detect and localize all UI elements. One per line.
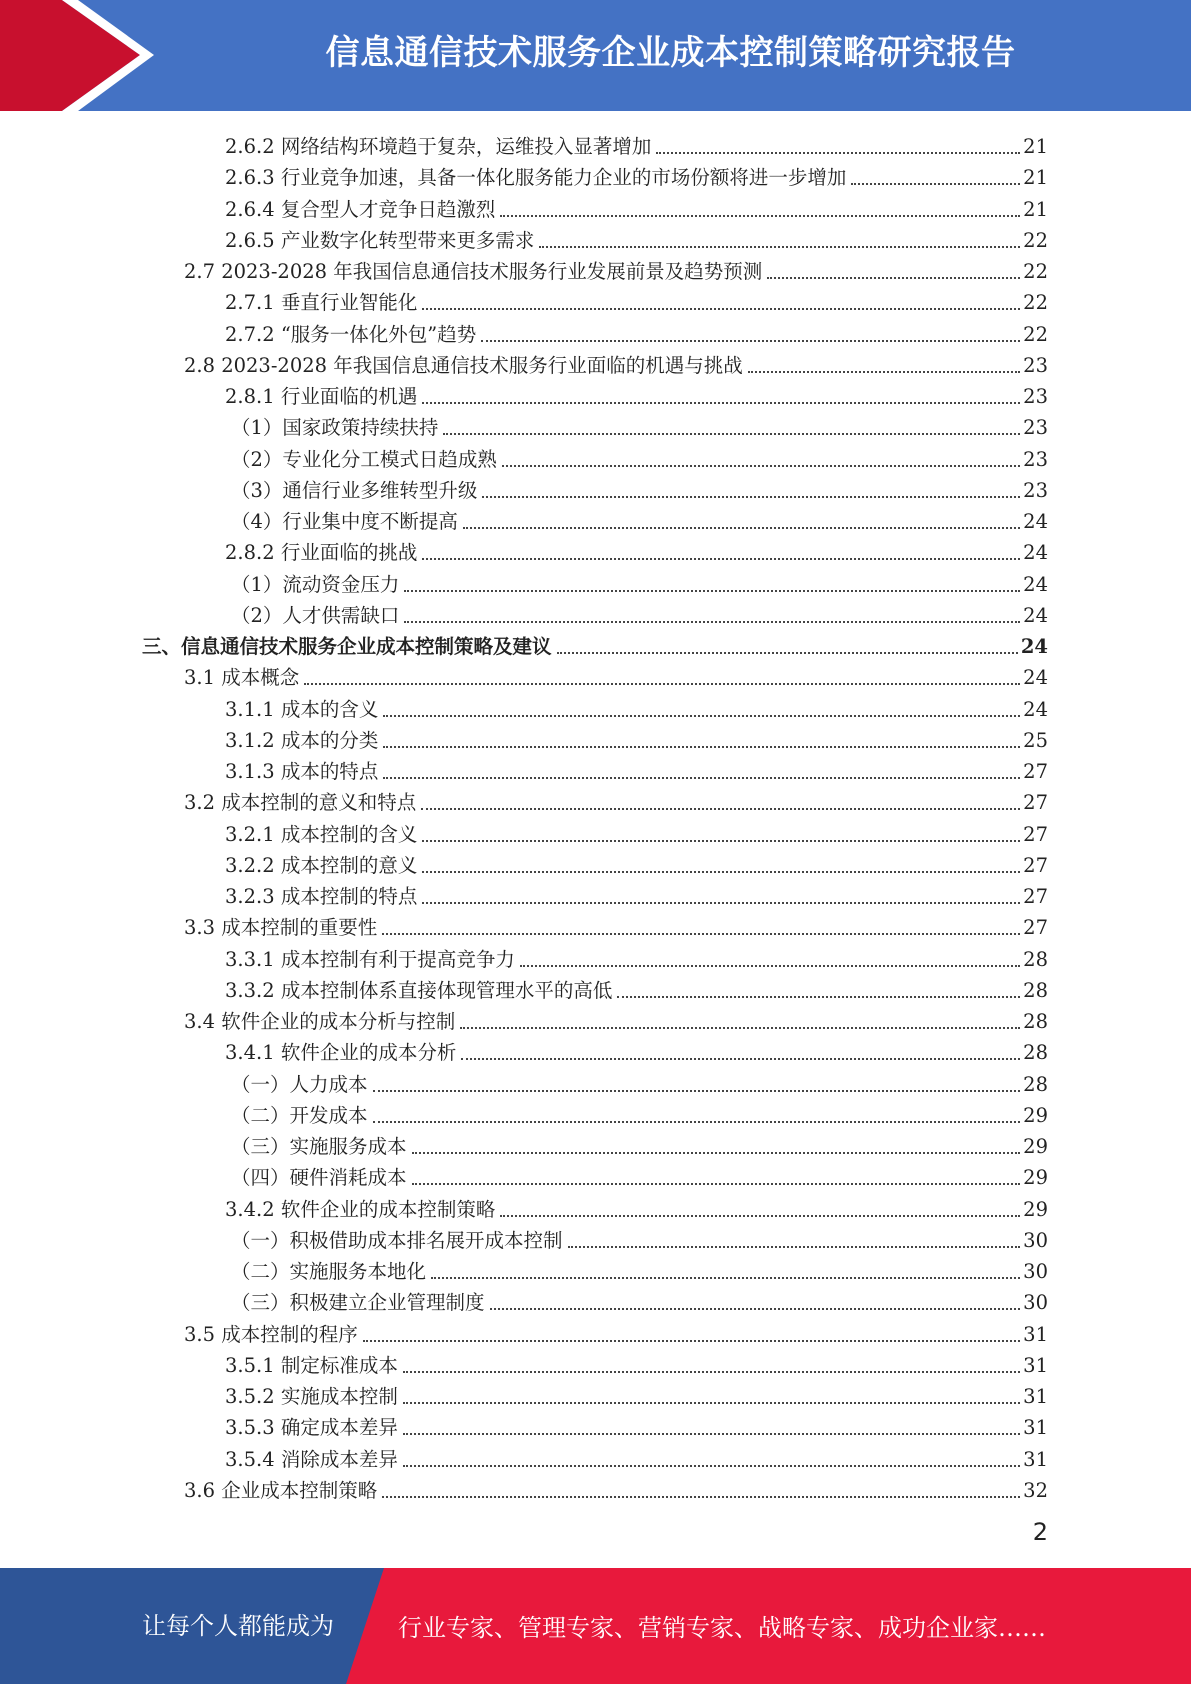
- toc-entry[interactable]: [184, 253, 1048, 284]
- toc-dot-leader: [482, 496, 1020, 498]
- toc-dot-leader: [851, 183, 1020, 185]
- toc-entry-page: 21: [1023, 166, 1048, 190]
- toc-dot-leader: [481, 340, 1020, 342]
- toc-entry-page: 27: [1023, 760, 1048, 783]
- toc-entry-page: 28: [1023, 1010, 1048, 1033]
- toc-dot-leader: [383, 715, 1020, 717]
- toc-entry-page: 28: [1023, 1072, 1048, 1096]
- toc-entry-page: 29: [1023, 1103, 1048, 1127]
- toc-entry-page: 28: [1023, 1041, 1048, 1065]
- toc-entry-page: 24: [1023, 510, 1048, 533]
- toc-entry-label: 3.2 成本控制的意义和特点: [184, 791, 417, 815]
- toc-entry[interactable]: [231, 1159, 1048, 1190]
- toc-dot-leader: [412, 1152, 1021, 1154]
- toc-entry-label: （三）实施服务成本: [231, 1135, 407, 1158]
- toc-entry-label: 2.7.2 “服务一体化外包”趋势: [225, 322, 477, 346]
- footer-slogan-left: 让每个人都能成为: [142, 1612, 334, 1640]
- toc-dot-leader: [461, 1058, 1020, 1060]
- toc-entry-page: 24: [1023, 541, 1048, 565]
- toc-dot-leader: [422, 558, 1020, 560]
- toc-dot-leader: [557, 652, 1018, 654]
- toc-dot-leader: [412, 1183, 1021, 1185]
- toc-entry-page: 29: [1023, 1166, 1048, 1190]
- toc-dot-leader: [520, 965, 1020, 967]
- toc-entry-page: 22: [1023, 291, 1048, 315]
- toc-entry-label: 3.2.1 成本控制的含义: [225, 822, 418, 846]
- toc-entry[interactable]: [231, 1097, 1048, 1128]
- toc-dot-leader: [382, 1496, 1020, 1498]
- toc-entry-label: （4）行业集中度不断提高: [231, 510, 458, 533]
- toc-entry-label: 3.4 软件企业的成本分析与控制: [184, 1010, 456, 1033]
- toc-entry[interactable]: [184, 784, 1048, 815]
- toc-entry[interactable]: [225, 1409, 1048, 1440]
- toc-entry-label: 3.4.1 软件企业的成本分析: [225, 1041, 457, 1065]
- toc-dot-leader: [421, 808, 1020, 810]
- footer-slogan-right: 行业专家、管理专家、营销专家、战略专家、成功企业家……: [398, 1614, 1046, 1642]
- toc-entry[interactable]: [231, 472, 1048, 503]
- toc-entry[interactable]: [225, 159, 1048, 190]
- toc-entry-label: （1）流动资金压力: [231, 572, 400, 596]
- toc-entry-label: （三）积极建立企业管理制度: [231, 1291, 485, 1315]
- toc-entry-label: 2.8.2 行业面临的挑战: [225, 541, 418, 565]
- toc-entry-page: 27: [1023, 791, 1048, 815]
- toc-entry-label: （二）实施服务本地化: [231, 1260, 427, 1283]
- toc-entry-label: 3.1.1 成本的含义: [225, 697, 379, 721]
- toc-entry-label: 三、信息通信技术服务企业成本控制策略及建议: [142, 635, 552, 658]
- toc-entry[interactable]: [225, 1034, 1048, 1065]
- toc-dot-leader: [383, 746, 1020, 748]
- toc-entry[interactable]: [225, 972, 1048, 1003]
- toc-dot-leader: [304, 683, 1020, 685]
- toc-dot-leader: [383, 777, 1020, 779]
- toc-dot-leader: [373, 1090, 1021, 1092]
- toc-entry-label: 2.8.1 行业面临的机遇: [225, 385, 418, 408]
- page-header: [0, 0, 1191, 111]
- toc-entry[interactable]: [231, 1128, 1048, 1159]
- toc-entry[interactable]: [184, 1472, 1048, 1503]
- toc-entry-label: 3.5.1 制定标准成本: [225, 1353, 398, 1377]
- toc-entry-label: （二）开发成本: [231, 1103, 368, 1127]
- toc-entry[interactable]: [225, 1378, 1048, 1409]
- page-number: 2: [1032, 1518, 1048, 1546]
- toc-entry-label: 3.6 企业成本控制策略: [184, 1478, 378, 1502]
- toc-entry-page: 23: [1023, 447, 1048, 471]
- toc-entry-label: 3.5.4 消除成本差异: [225, 1447, 398, 1471]
- toc-dot-leader: [460, 1027, 1020, 1029]
- toc-entry-label: 3.3.1 成本控制有利于提高竞争力: [225, 947, 515, 971]
- toc-entry[interactable]: [225, 1191, 1048, 1222]
- toc-entry[interactable]: [184, 1003, 1048, 1034]
- toc-dot-leader: [431, 1277, 1020, 1279]
- toc-entry-label: 3.3 成本控制的重要性: [184, 916, 378, 940]
- toc-entry[interactable]: [225, 941, 1048, 972]
- toc-entry-label: 2.6.5 产业数字化转型带来更多需求: [225, 228, 535, 252]
- toc-entry-label: 3.1.3 成本的特点: [225, 760, 379, 783]
- toc-entry-page: 31: [1023, 1322, 1048, 1346]
- toc-entry-page: 21: [1023, 135, 1048, 158]
- toc-entry-label: 2.6.4 复合型人才竞争日趋激烈: [225, 197, 496, 221]
- toc-entry-page: 30: [1023, 1291, 1048, 1315]
- toc-entry-page: 22: [1023, 322, 1048, 346]
- toc-entry[interactable]: [225, 191, 1048, 222]
- toc-entry[interactable]: [225, 284, 1048, 315]
- toc-entry-page: 31: [1023, 1416, 1048, 1440]
- toc-entry[interactable]: [231, 1066, 1048, 1097]
- toc-entry-page: 24: [1023, 666, 1048, 690]
- toc-entry-label: （四）硬件消耗成本: [231, 1166, 407, 1190]
- toc-entry[interactable]: [231, 566, 1048, 597]
- toc-entry-label: （3）通信行业多维转型升级: [231, 478, 478, 502]
- toc-dot-leader: [490, 1308, 1021, 1310]
- toc-entry[interactable]: [231, 1253, 1048, 1284]
- toc-entry-page: 24: [1023, 572, 1048, 596]
- toc-entry-label: （一）人力成本: [231, 1072, 368, 1096]
- toc-entry-page: 28: [1023, 978, 1048, 1002]
- toc-entry-page: 24: [1020, 635, 1048, 658]
- toc-entry-page: 25: [1023, 728, 1048, 752]
- toc-dot-leader: [403, 1465, 1020, 1467]
- toc-entry-label: 2.6.3 行业竞争加速，具备一体化服务能力企业的市场份额将进一步增加: [225, 166, 847, 190]
- toc-dot-leader: [373, 1121, 1021, 1123]
- toc-entry[interactable]: [231, 1284, 1048, 1315]
- toc-dot-leader: [382, 933, 1020, 935]
- toc-entry-label: 3.1.2 成本的分类: [225, 728, 379, 752]
- toc-dot-leader: [443, 433, 1020, 435]
- toc-dot-leader: [403, 1433, 1020, 1435]
- toc-entry[interactable]: [184, 1316, 1048, 1347]
- toc-dot-leader: [422, 308, 1020, 310]
- toc-dot-leader: [617, 996, 1020, 998]
- toc-dot-leader: [403, 1402, 1020, 1404]
- toc-entry[interactable]: [184, 347, 1048, 378]
- toc-entry-page: 31: [1023, 1385, 1048, 1408]
- toc-entry-label: 3.5.2 实施成本控制: [225, 1385, 398, 1408]
- toc-entry-label: （一）积极借助成本排名展开成本控制: [231, 1228, 563, 1252]
- toc-entry-label: 3.5 成本控制的程序: [184, 1322, 358, 1346]
- toc-entry[interactable]: [231, 1222, 1048, 1253]
- toc-entry-label: 3.2.2 成本控制的意义: [225, 853, 418, 877]
- toc-entry-label: （2）专业化分工模式日趋成熟: [231, 447, 497, 471]
- toc-dot-leader: [500, 1215, 1020, 1217]
- toc-entry-label: 3.4.2 软件企业的成本控制策略: [225, 1197, 496, 1221]
- toc-entry-page: 23: [1023, 478, 1048, 502]
- toc-dot-leader: [748, 371, 1020, 373]
- toc-dot-leader: [404, 590, 1020, 592]
- toc-entry[interactable]: [225, 1347, 1048, 1378]
- toc-entry-page: 23: [1023, 416, 1048, 440]
- toc-dot-leader: [539, 246, 1020, 248]
- toc-dot-leader: [422, 871, 1020, 873]
- toc-dot-leader: [363, 1340, 1020, 1342]
- toc-entry-label: 2.7 2023-2028 年我国信息通信技术服务行业发展前景及趋势预测: [184, 260, 763, 283]
- toc-entry-page: 32: [1023, 1478, 1048, 1502]
- toc-entry[interactable]: [225, 128, 1048, 159]
- toc-dot-leader: [767, 277, 1020, 279]
- toc-entry-label: 3.1 成本概念: [184, 666, 300, 690]
- toc-entry[interactable]: [225, 222, 1048, 253]
- toc-entry[interactable]: [225, 691, 1048, 722]
- toc-dot-leader: [422, 402, 1020, 404]
- toc-entry-page: 27: [1023, 853, 1048, 877]
- toc-dot-leader: [656, 152, 1020, 154]
- toc-dot-leader: [568, 1246, 1021, 1248]
- toc-entry[interactable]: [231, 441, 1048, 472]
- toc-dot-leader: [404, 621, 1020, 623]
- toc-entry-label: （1）国家政策持续扶持: [231, 416, 439, 440]
- toc-entry[interactable]: [225, 847, 1048, 878]
- toc-entry[interactable]: [231, 409, 1048, 440]
- toc-entry[interactable]: [184, 659, 1048, 690]
- toc-entry-page: 29: [1023, 1135, 1048, 1158]
- toc-entry-page: 27: [1023, 916, 1048, 940]
- toc-entry-page: 21: [1023, 197, 1048, 221]
- toc-entry-label: 3.5.3 确定成本差异: [225, 1416, 398, 1440]
- toc-entry-label: 2.8 2023-2028 年我国信息通信技术服务行业面临的机遇与挑战: [184, 353, 743, 377]
- toc-entry[interactable]: [225, 1441, 1048, 1472]
- toc-entry[interactable]: [225, 722, 1048, 753]
- toc-entry-page: 24: [1023, 603, 1048, 627]
- toc-entry-page: 31: [1023, 1447, 1048, 1471]
- toc-dot-leader: [403, 1371, 1020, 1373]
- toc-entry-page: 22: [1023, 228, 1048, 252]
- toc-entry[interactable]: [225, 378, 1048, 409]
- page-footer: [0, 1568, 1191, 1684]
- toc-entry[interactable]: [225, 816, 1048, 847]
- toc-entry-page: 28: [1023, 947, 1048, 971]
- toc-entry-page: 30: [1023, 1228, 1048, 1252]
- toc-entry-page: 22: [1023, 260, 1048, 283]
- toc-entry[interactable]: [231, 597, 1048, 628]
- toc-entry-label: 3.3.2 成本控制体系直接体现管理水平的高低: [225, 978, 613, 1002]
- toc-entry-page: 23: [1023, 353, 1048, 377]
- toc-entry-page: 30: [1023, 1260, 1048, 1283]
- toc-entry[interactable]: [184, 909, 1048, 940]
- toc-dot-leader: [422, 902, 1020, 904]
- toc-dot-leader: [463, 527, 1020, 529]
- toc-entry[interactable]: [231, 503, 1048, 534]
- toc-entry-label: 3.2.3 成本控制的特点: [225, 885, 418, 908]
- toc-entry-label: 2.6.2 网络结构环境趋于复杂，运维投入显著增加: [225, 135, 652, 158]
- toc-entry-page: 23: [1023, 385, 1048, 408]
- toc-dot-leader: [500, 215, 1020, 217]
- toc-entry-page: 29: [1023, 1197, 1048, 1221]
- report-title: 信息通信技术服务企业成本控制策略研究报告: [325, 33, 1016, 73]
- toc-entry[interactable]: [225, 534, 1048, 565]
- toc-entry-page: 27: [1023, 885, 1048, 908]
- toc-entry[interactable]: [225, 753, 1048, 784]
- toc-entry[interactable]: [225, 316, 1048, 347]
- toc-entry-page: 27: [1023, 822, 1048, 846]
- toc-entry-page: 24: [1023, 697, 1048, 721]
- toc-dot-leader: [502, 465, 1020, 467]
- toc-dot-leader: [422, 840, 1020, 842]
- toc-entry-label: （2）人才供需缺口: [231, 603, 400, 627]
- toc-entry-label: 2.7.1 垂直行业智能化: [225, 291, 418, 315]
- toc-entry[interactable]: [142, 628, 1048, 659]
- toc-entry[interactable]: [225, 878, 1048, 909]
- toc-entry-page: 31: [1023, 1353, 1048, 1377]
